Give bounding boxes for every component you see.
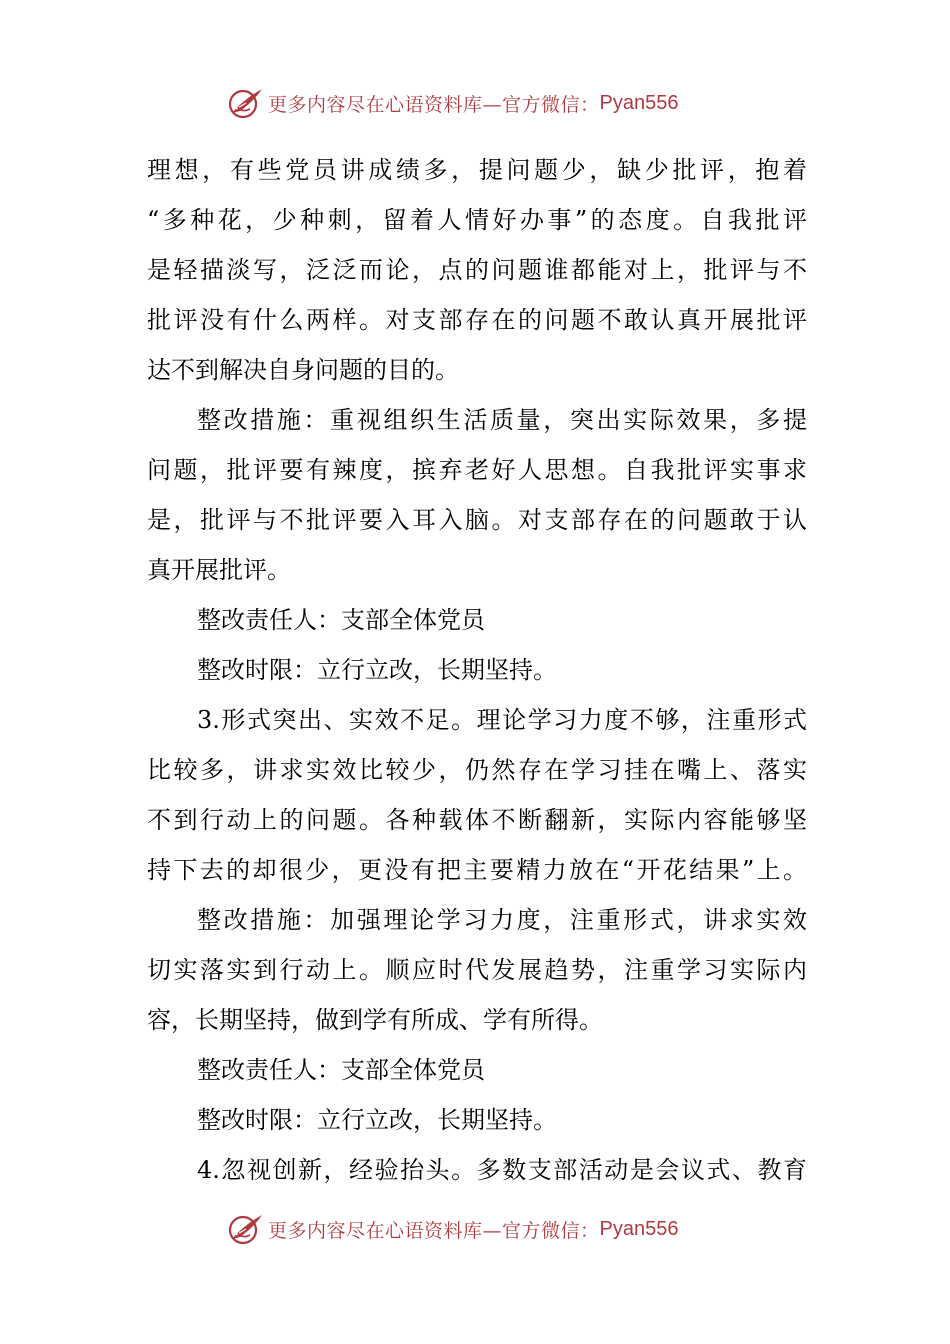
text-line: 理想，有些党员讲成绩多，提问题少，缺少批评，抱着 — [147, 156, 807, 184]
wechat-id: Pyan556 — [599, 1217, 679, 1240]
text-line: 是轻描淡写，泛泛而论，点的问题谁都能对上，批评与不 — [147, 256, 807, 284]
text-line: 真开展批评。 — [147, 556, 291, 584]
text-line: “多种花，少种刺，留着人情好办事”的态度。自我批评 — [147, 206, 807, 234]
text-line: 整改措施：加强理论学习力度，注重形式，讲求实效 — [197, 906, 807, 934]
text-line: 是，批评与不批评要入耳入脑。对支部存在的问题敢于认 — [147, 506, 807, 534]
text-line: 切实落实到行动上。顺应时代发展趋势，注重学习实际内 — [147, 956, 807, 984]
banner-text: 更多内容尽在心语资料库—官方微信： — [268, 93, 600, 116]
text-line: 整改时限：立行立改，长期坚持。 — [197, 1106, 557, 1134]
document-body — [147, 145, 807, 1195]
wechat-id: Pyan556 — [599, 91, 679, 114]
banner-text: 更多内容尽在心语资料库—官方微信： — [268, 1219, 600, 1242]
quill-logo-icon — [226, 1209, 266, 1249]
text-line: 3.形式突出、实效不足。理论学习力度不够，注重形式 — [197, 706, 807, 734]
text-line: 持下去的却很少，更没有把主要精力放在“开花结果”上。 — [147, 856, 807, 884]
quill-logo-icon — [226, 83, 266, 123]
text-line: 问题，批评要有辣度，摈弃老好人思想。自我批评实事求 — [147, 456, 807, 484]
text-line: 整改责任人：支部全体党员 — [197, 1056, 485, 1084]
text-line: 容，长期坚持，做到学有所成、学有所得。 — [147, 1006, 603, 1034]
text-line: 4.忽视创新，经验抬头。多数支部活动是会议式、教育 — [197, 1156, 807, 1184]
text-line: 整改时限：立行立改，长期坚持。 — [197, 656, 557, 684]
text-line: 整改措施：重视组织生活质量，突出实际效果，多提 — [197, 406, 807, 434]
text-line: 整改责任人：支部全体党员 — [197, 606, 485, 634]
text-line: 不到行动上的问题。各种载体不断翻新，实际内容能够坚 — [147, 806, 807, 834]
text-line: 达不到解决自身问题的目的。 — [147, 356, 459, 384]
text-line: 比较多，讲求实效比较少，仍然存在学习挂在嘴上、落实 — [147, 756, 807, 784]
header-banner — [226, 82, 678, 124]
text-line: 批评没有什么两样。对支部存在的问题不敢认真开展批评 — [147, 306, 807, 334]
footer-banner — [226, 1208, 678, 1250]
